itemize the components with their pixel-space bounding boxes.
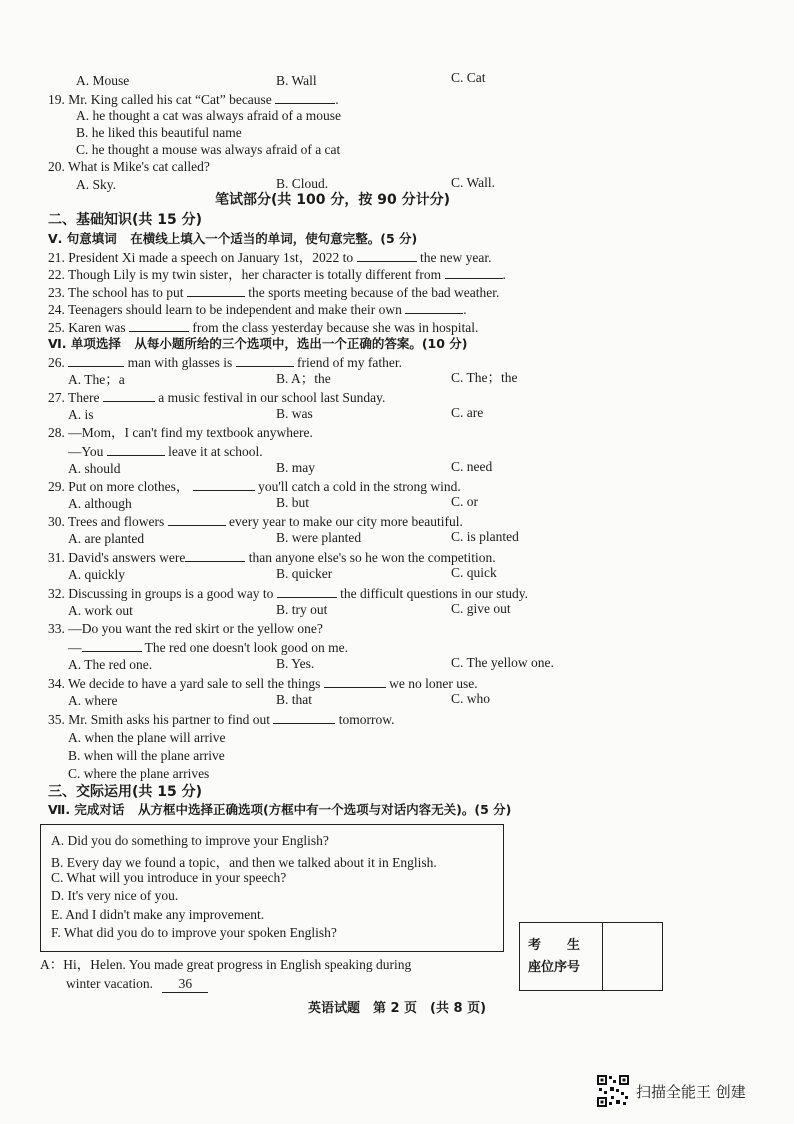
q33-option-b: B. Yes.: [276, 656, 315, 671]
q29-option-b: B. but: [276, 495, 310, 510]
q27-option-c: C. are: [451, 405, 484, 420]
q21: 21. President Xi made a speech on January 1st，2022 to the new year.: [48, 250, 492, 265]
scanner-text: 扫描全能王 创建: [636, 1082, 746, 1101]
q31-option-b: B. quicker: [276, 566, 333, 581]
q20-option-a: A. Sky.: [76, 177, 117, 192]
q34-option-b: B. that: [276, 692, 312, 707]
seat-number-field[interactable]: [603, 923, 662, 990]
q27-option-a: A. is: [68, 407, 94, 422]
blank-36[interactable]: 36: [162, 975, 208, 993]
q26-option-c: C. The；the: [451, 370, 518, 385]
q22: 22. Though Lily is my twin sister，her character is totally different from .: [48, 267, 506, 282]
box-option-c: C. What will you introduce in your speech?: [51, 870, 287, 885]
q35: 35. Mr. Smith asks his partner to find out tomorrow.: [48, 712, 395, 727]
q23: 23. The school has to put the sports meeting because of the bad weather.: [48, 285, 500, 300]
q34-option-a: A. where: [68, 693, 118, 708]
q31-option-a: A. quickly: [68, 567, 125, 582]
q20-option-c: C. Wall.: [451, 175, 496, 190]
q27-option-b: B. was: [276, 406, 313, 421]
q33-option-c: C. The yellow one.: [451, 655, 554, 670]
q32-option-b: B. try out: [276, 602, 328, 617]
q32-option-c: C. give out: [451, 601, 511, 616]
q26: 26. man with glasses is friend of my father.: [48, 355, 402, 370]
scanner-watermark: [596, 1074, 746, 1108]
q18-option-b: B. Wall: [276, 73, 317, 88]
q34-option-c: C. who: [451, 691, 491, 706]
q27: 27. There a music festival in our school last Sunday.: [48, 390, 386, 405]
q30-option-a: A. are planted: [68, 531, 145, 546]
q30-option-c: C. is planted: [451, 529, 519, 544]
q33-line1: 33. —Do you want the red skirt or the yellow one?: [48, 621, 323, 636]
q20-stem: 20. What is Mike's cat called?: [48, 159, 210, 174]
q20-option-b: B. Cloud.: [276, 176, 329, 191]
q19-option-a: A. he thought a cat was always afraid of a mouse: [76, 108, 342, 123]
section2-title: 二、基础知识(共 15 分): [48, 212, 203, 228]
q33-line2: — The red one doesn't look good on me.: [68, 640, 349, 655]
qr-code-icon: [596, 1074, 630, 1108]
q19-option-c: C. he thought a mouse was always afraid of a cat: [76, 142, 341, 157]
q19-option-b: B. he liked this beautiful name: [76, 125, 242, 140]
part6-instruction: Ⅵ. 单项选择 从每小题所给的三个选项中，选出一个正确的答案。(10 分): [48, 336, 468, 351]
q35-option-c: C. where the plane arrives: [68, 766, 210, 781]
q31-option-c: C. quick: [451, 565, 497, 580]
dialog-options-box: [40, 824, 504, 952]
q28-line2: —You leave it at school.: [68, 444, 263, 459]
seat-number-label: 考 生 座位序号: [520, 923, 603, 990]
q29: 29. Put on more clothes， you'll catch a cold in the strong wind.: [48, 479, 461, 494]
q29-option-a: A. although: [68, 496, 132, 511]
q24: 24. Teenagers should learn to be independent and make their own .: [48, 302, 467, 317]
box-option-d: D. It's very nice of you.: [51, 888, 179, 903]
q28-option-b: B. may: [276, 460, 315, 475]
q26-option-b: B. A；the: [276, 371, 331, 386]
q35-option-a: A. when the plane will arrive: [68, 730, 226, 745]
seat-number-box: [519, 922, 663, 991]
q18-option-a: A. Mouse: [76, 73, 130, 88]
q30: 30. Trees and flowers every year to make our city more beautiful.: [48, 514, 463, 529]
q25: 25. Karen was from the class yesterday because she was in hospital.: [48, 320, 479, 335]
part5-instruction: Ⅴ. 句意填词 在横线上填入一个适当的单词，使句意完整。(5 分): [48, 231, 418, 246]
q31: 31. David's answers were than anyone else's so he won the competition.: [48, 550, 496, 565]
part7-instruction: Ⅶ. 完成对话 从方框中选择正确选项(方框中有一个选项与对话内容无关)。(5 分): [48, 802, 512, 817]
box-option-a: A. Did you do something to improve your English?: [51, 833, 329, 848]
q32-option-a: A. work out: [68, 603, 133, 618]
q19-stem: 19. Mr. King called his cat “Cat” because .: [48, 92, 339, 107]
section3-title: 三、交际运用(共 15 分): [48, 784, 203, 800]
q29-option-c: C. or: [451, 494, 478, 509]
box-option-b: B. Every day we found a topic，and then we talked about it in English.: [51, 855, 437, 870]
q28-option-c: C. need: [451, 459, 493, 474]
dialog-line-1: A：Hi，Helen. You made great progress in English speaking during: [40, 957, 412, 972]
dialog-line-2: winter vacation. 36: [66, 975, 208, 993]
q28-line1: 28. —Mom，I can't find my textbook anywhere.: [48, 425, 313, 440]
q28-option-a: A. should: [68, 461, 121, 476]
q26-option-a: A. The；a: [68, 372, 125, 387]
box-option-f: F. What did you do to improve your spoken English?: [51, 925, 337, 940]
q32: 32. Discussing in groups is a good way to the difficult questions in our study.: [48, 586, 528, 601]
box-option-e: E. And I didn't make any improvement.: [51, 907, 265, 922]
q30-option-b: B. were planted: [276, 530, 362, 545]
page-footer: 英语试题 第 2 页 (共 8 页): [307, 1001, 487, 1016]
q35-option-b: B. when will the plane arrive: [68, 748, 225, 763]
q33-option-a: A. The red one.: [68, 657, 153, 672]
written-part-title: 笔试部分(共 100 分，按 90 分计分): [215, 192, 450, 208]
q18-option-c: C. Cat: [451, 70, 486, 85]
q34: 34. We decide to have a yard sale to sell the things we no loner use.: [48, 676, 478, 691]
